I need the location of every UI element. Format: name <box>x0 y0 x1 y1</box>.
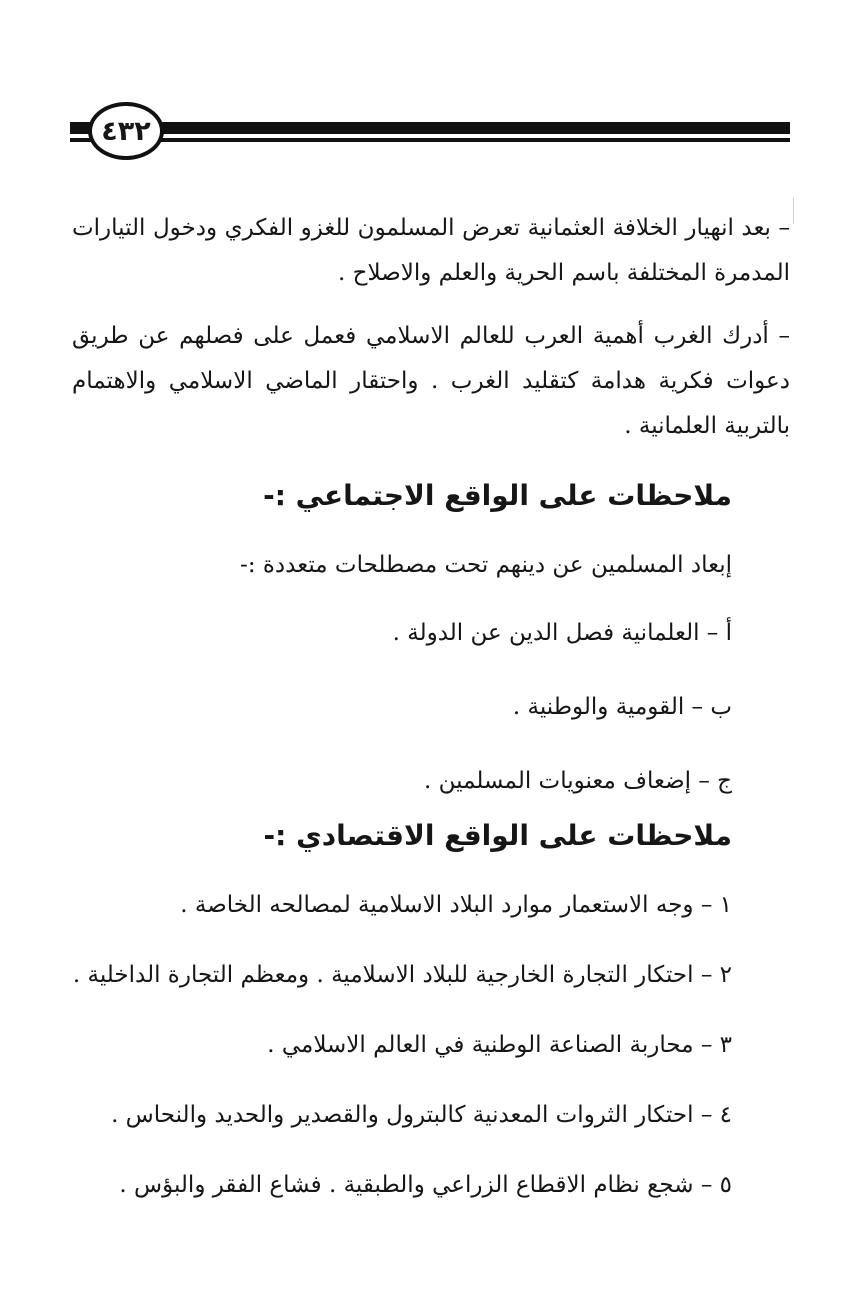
economic-item-1: ١ – وجه الاستعمار موارد البلاد الاسلامية لمصالحه الخاصة . <box>180 892 732 918</box>
economic-item-3: ٣ – محاربة الصناعة الوطنية في العالم الاسلامي . <box>267 1032 732 1058</box>
paragraph-ottoman: – بعد انهيار الخلافة العثمانية تعرض المسلمون للغزو الفكري ودخول التيارات المدمرة المختلفة باسم الحرية والعلم والاصلاح . <box>72 215 790 286</box>
social-intro: إبعاد المسلمين عن دينهم تحت مصطلحات متعددة :- <box>240 552 732 578</box>
paragraph-west: – أدرك الغرب أهمية العرب للعالم الاسلامي فعمل على فصلهم عن طريق دعوات فكرية هدامة كتقليد الغرب . واحتقار الماضي الاسلامي والاهتمام بالتربية العلمانية . <box>72 323 790 439</box>
heading-social-reality: ملاحظات على الواقع الاجتماعي :- <box>263 479 732 512</box>
economic-item-4: ٤ – احتكار الثروات المعدنية كالبترول والقصدير والحديد والنحاس . <box>111 1102 732 1128</box>
page-number: ٤٣٢ <box>88 102 164 160</box>
page-body <box>72 206 790 1205</box>
scan-edge-mark <box>793 198 794 224</box>
social-item-1: أ – العلمانية فصل الدين عن الدولة . <box>392 620 732 646</box>
economic-item-5: ٥ – شجع نظام الاقطاع الزراعي والطبقية . فشاع الفقر والبؤس . <box>119 1172 732 1198</box>
header-thick-rule <box>70 122 790 134</box>
page-header <box>70 100 790 180</box>
social-item-3: ج – إضعاف معنويات المسلمين . <box>424 768 732 794</box>
heading-economic-reality: ملاحظات على الواقع الاقتصادي :- <box>263 819 732 852</box>
economic-item-2: ٢ – احتكار التجارة الخارجية للبلاد الاسلامية . ومعظم التجارة الداخلية . <box>72 962 732 988</box>
header-thin-rule <box>70 138 790 142</box>
social-item-2: ب – القومية والوطنية . <box>512 694 732 720</box>
